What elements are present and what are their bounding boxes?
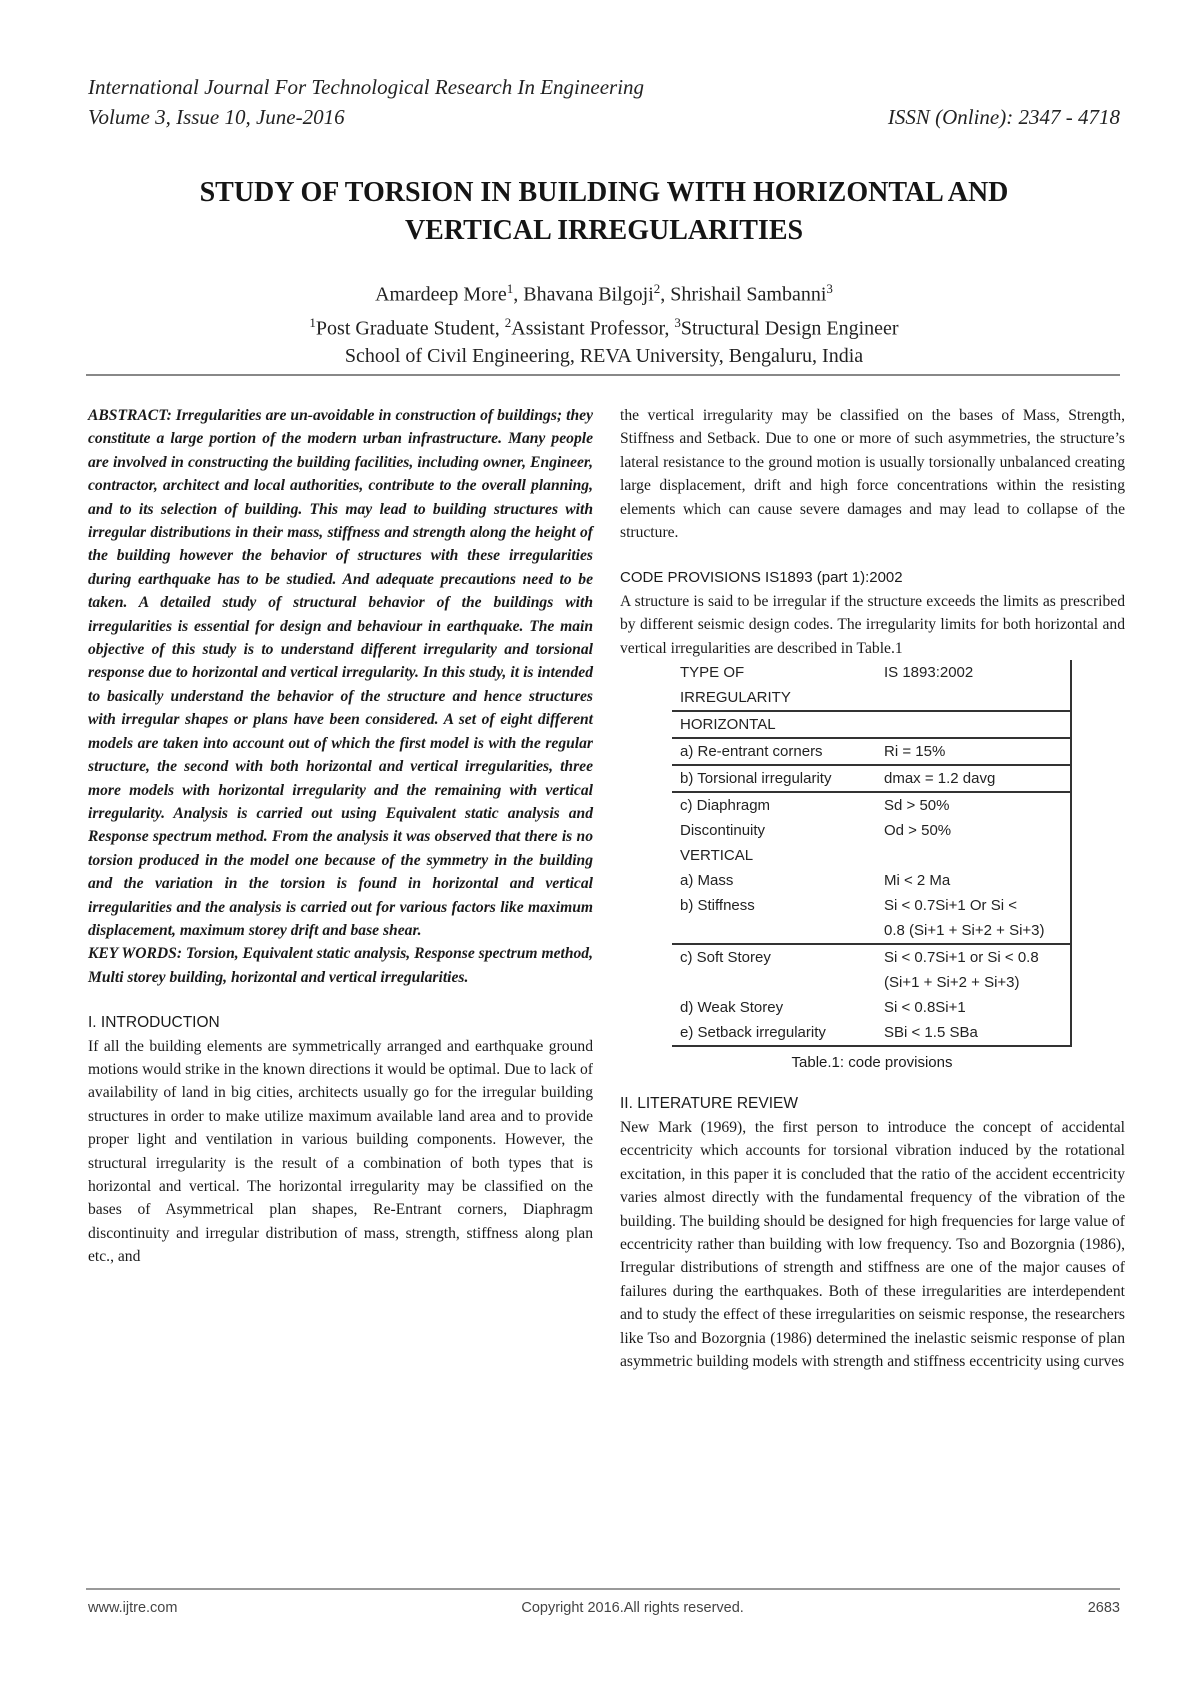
author-names [88, 275, 1120, 309]
table-row [672, 738, 1071, 765]
journal-name: International Journal For Technological Research In Engineering [88, 75, 645, 99]
row-value: Si < 0.7Si+1 or Si < 0.8 [884, 949, 1039, 967]
table-row [672, 1020, 1071, 1046]
row-value-2: 0.8 (Si+1 + Si+2 + Si+3) [884, 922, 1045, 940]
right-intro-text: the vertical irregularity may be classified on the bases of Mass, Strength, Stiffness and Setback. Due to one or more of such asymmetries, the structure’s lateral resistance to the ground motion is usually torsionally unbalanced creating large displacement, drift and high force concentrations within the resisting elements which can cause severe damages and may lead to collapse of the structure. [620, 407, 1125, 542]
row-label-2: Discontinuity [680, 822, 766, 840]
footer-copyright: Copyright 2016.All rights reserved. [521, 1600, 744, 1616]
author-2: Bhavana Bilgoji [523, 283, 654, 306]
table-row [672, 893, 1071, 944]
abstract: ABSTRACT: Irregularities are un-avoidable in construction of buildings; they constitute a large portion of the modern urban infrastructure. Many people are involved in constructing the building facilities, including owner, Engineer, contractor, architect and local authorities, contribute to the overall planning, and to its selection of building. This may lead to building structures with irregular distributions in their mass, stiffness and strength along the height of the building however the behavior of structures with these irregularities during earthquake has to be studied. And adequate precautions need to be taken. A detailed study of structural behavior of the buildings with irregularities is essential for design and behaviour in earthquake. The main objective of this study is to understand different irregularity and torsional response due to horizontal and vertical irregularity. In this study, it is intended to basically understand the behavior of the structure and hence structures with irregular shapes or plans have been considered. A set of eight different models are taken into account out of which the first model is with the regular structure, the second with both horizontal and vertical irregularities, three more models with horizontal irregularity and the remaining with vertical irregularity. Analysis is carried out using Equivalent static analysis and Response spectrum method. From the analysis it was observed that there is no torsion produced in the model one because of the symmetry in the building and the variation in the torsion is found in horizontal and vertical irregularities and the analysis is carried out for various factors like maximum displacement, maximum storey drift and base shear. [88, 407, 593, 939]
code-heading: CODE PROVISIONS IS1893 (part 1):2002 [620, 569, 903, 587]
role-1: Post Graduate Student, [315, 317, 505, 340]
table-row [672, 660, 1071, 711]
role-1-sup: 1 [309, 314, 316, 330]
provisions-table [672, 660, 1072, 1047]
page-number: 2683 [1087, 1600, 1120, 1616]
volume-issue: Volume 3, Issue 10, June-2016 [88, 105, 345, 129]
author-2-sup: 2 [653, 281, 661, 296]
table-row [672, 711, 1071, 738]
row-value: SBi < 1.5 SBa [876, 1020, 1071, 1046]
section-horizontal: HORIZONTAL [672, 711, 876, 738]
row-value: dmax = 1.2 davg [876, 765, 1071, 792]
author-block [88, 275, 1120, 370]
table-caption: Table.1: code provisions [791, 1054, 953, 1072]
intro-heading: I. INTRODUCTION [88, 1014, 220, 1032]
footer-url[interactable]: www.ijtre.com [88, 1600, 178, 1616]
row-label: b) Torsional irregularity [672, 765, 876, 792]
role-2-sup: 2 [504, 314, 512, 330]
footer-rule [86, 1588, 1120, 1590]
table-row [672, 843, 1071, 868]
row-label: a) Mass [680, 872, 734, 890]
running-header [88, 72, 1120, 132]
keywords: KEY WORDS: Torsion, Equivalent static analysis, Response spectrum method, Multi storey building, horizontal and vertical irregularities. [88, 945, 593, 986]
right-column [620, 404, 1125, 1373]
title-line-1: STUDY OF TORSION IN BUILDING WITH HORIZONTAL AND [199, 177, 1009, 208]
col-head-type: TYPE OF [680, 664, 745, 682]
page-footer [88, 1600, 1120, 1616]
col-head-type-2: IRREGULARITY [680, 689, 791, 707]
row-label: c) Diaphragm [680, 797, 771, 815]
lit-text: New Mark (1969), the first person to introduce the concept of accidental eccentricity which accounts for torsional vibration induced by the rotational excitation, in this paper it is concluded that the ratio of the accident eccentricity varies almost directly with the fundamental frequency of the vibration of the building. The building should be designed for high frequencies for large value of eccentricity rather than building with low frequency. Tso and Bozorgnia (1986), Irregular distributions of strength and stiffness are one of the major causes of failures during the earthquakes. Both of these irregularities are interdependent and to study the effect of these irregularities on seismic response, the researchers like Tso and Bozorgnia (1986) determined the inelastic seismic response of plan asymmetric building models with strength and stiffness eccentricity using curves [620, 1118, 1125, 1370]
section-vertical: VERTICAL [680, 847, 754, 865]
row-value: Sd > 50% [884, 797, 950, 815]
author-3: Shrishail Sambanni [670, 283, 827, 306]
row-label: a) Re-entrant corners [672, 738, 876, 765]
row-value: Mi < 2 Ma [884, 872, 951, 890]
table-row [672, 868, 1071, 893]
row-value-2: Od > 50% [884, 822, 952, 840]
row-value: Si < 0.8Si+1 [884, 999, 966, 1017]
affiliation: School of Civil Engineering, REVA University, Bengaluru, India [344, 345, 864, 368]
header-rule [86, 374, 1120, 376]
row-label: e) Setback irregularity [672, 1020, 876, 1046]
issn: ISSN (Online): 2347 - 4718 [887, 105, 1120, 129]
intro-text: If all the building elements are symmetrically arranged and earthquake ground motions would strike in the known directions it would be optimal. Due to lack of availability of land in big cities, architects usually go for the irregular building structures in order to make utilize maximum available land area and to provide proper light and ventilation in various building components. However, the structural irregularity is the result of a combination of both types that is horizontal and vertical. The horizontal irregularity may be classified on the bases of Asymmetrical plan shapes, Re-Entrant corners, Diaphragm discontinuity and irregular distribution of mass, strength, stiffness along plan etc., and [88, 1037, 593, 1266]
role-3: Structural Design Engineer [680, 317, 899, 340]
sep: , [513, 283, 524, 306]
table-row [672, 944, 1071, 995]
title-line-2: VERTICAL IRREGULARITIES [404, 215, 804, 246]
table-row [672, 792, 1071, 843]
lit-heading: II. LITERATURE REVIEW [620, 1095, 798, 1113]
role-3-sup: 3 [674, 314, 681, 330]
left-column [88, 404, 593, 1269]
code-text: A structure is said to be irregular if the structure exceeds the limits as prescribed by different seismic design codes. The irregularity limits for both horizontal and vertical irregularities are described in Table.1 [620, 592, 1125, 657]
table-row [672, 765, 1071, 792]
paper-title [88, 174, 1120, 250]
row-value: Ri = 15% [876, 738, 1071, 765]
row-label: d) Weak Storey [680, 999, 784, 1017]
code-table [672, 660, 1072, 1074]
col-head-code: IS 1893:2002 [876, 660, 1071, 711]
author-3-sup: 3 [826, 281, 833, 296]
author-roles [88, 309, 1120, 343]
author-1: Amardeep More [375, 283, 507, 306]
row-label: b) Stiffness [672, 893, 876, 944]
role-2: Assistant Professor, [511, 317, 675, 340]
table-row [672, 995, 1071, 1020]
row-value-2: (Si+1 + Si+2 + Si+3) [884, 974, 1020, 992]
row-value: Si < 0.7Si+1 Or Si < [884, 897, 1017, 915]
sep: , [660, 283, 671, 306]
author-1-sup: 1 [506, 281, 514, 296]
row-label: c) Soft Storey [680, 949, 771, 967]
